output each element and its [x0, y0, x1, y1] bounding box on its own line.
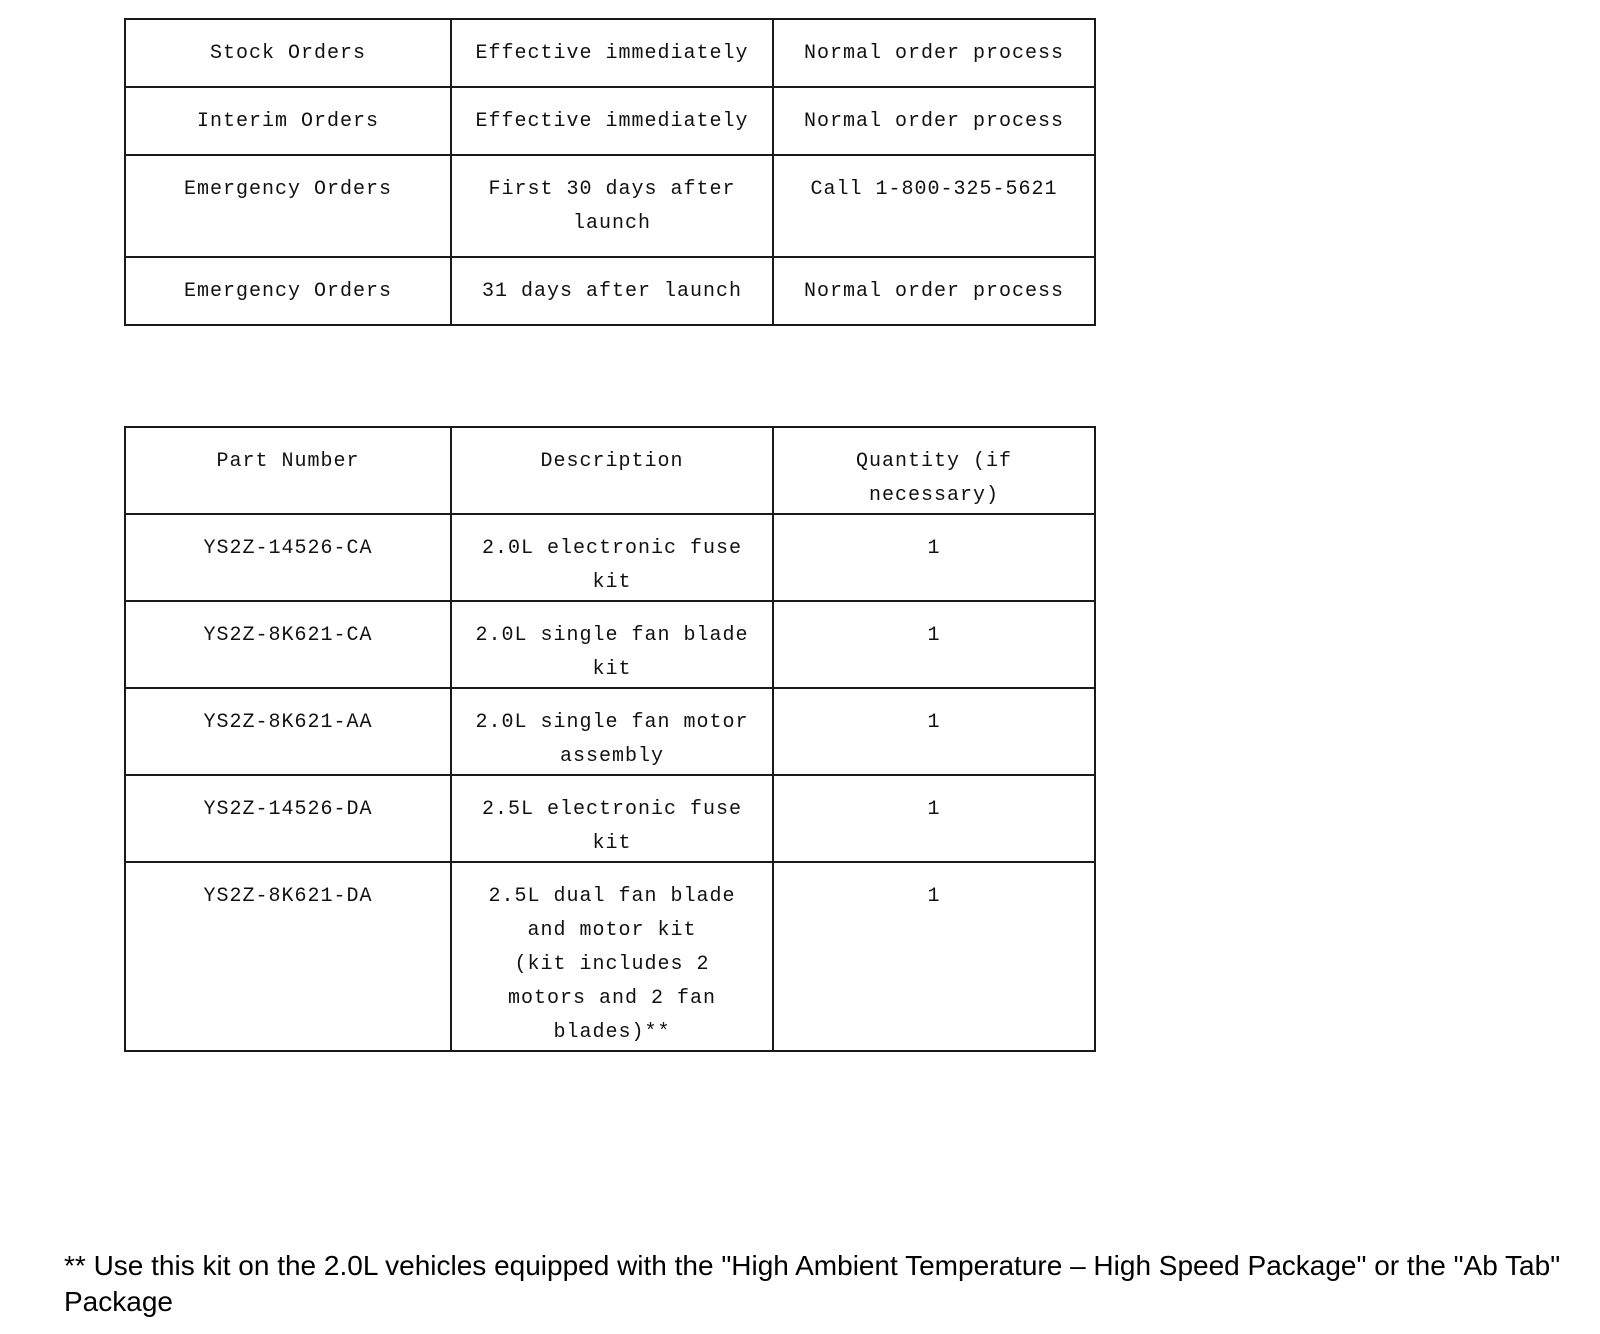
header-part-number: Part Number [125, 427, 451, 514]
order-type-cell: Emergency Orders [125, 257, 451, 325]
parts-table [124, 426, 1096, 1052]
table-row [125, 87, 1095, 155]
table-row [125, 155, 1095, 257]
quantity-cell: 1 [773, 775, 1095, 862]
table-row [125, 688, 1095, 775]
timing-cell: First 30 days after launch [451, 155, 773, 257]
description-cell: 2.0L single fan motor assembly [451, 688, 773, 775]
order-type-cell: Stock Orders [125, 19, 451, 87]
description-cell: 2.0L electronic fuse kit [451, 514, 773, 601]
description-cell: 2.5L electronic fuse kit [451, 775, 773, 862]
footnote: ** Use this kit on the 2.0L vehicles equipped with the "High Ambient Temperature – High Speed Package" or the "Ab Tab" Package [64, 1250, 1561, 1317]
process-cell: Call 1-800-325-5621 [773, 155, 1095, 257]
part-number-cell: YS2Z-14526-CA [125, 514, 451, 601]
timing-cell: 31 days after launch [451, 257, 773, 325]
order-type-cell: Emergency Orders [125, 155, 451, 257]
part-number-cell: YS2Z-14526-DA [125, 775, 451, 862]
part-number-cell: YS2Z-8K621-AA [125, 688, 451, 775]
process-cell: Normal order process [773, 19, 1095, 87]
table-row [125, 862, 1095, 1051]
part-number-cell: YS2Z-8K621-CA [125, 601, 451, 688]
description-cell: 2.5L dual fan blade and motor kit (kit includes 2 motors and 2 fan blades)** [451, 862, 773, 1051]
header-quantity: Quantity (if necessary) [773, 427, 1095, 514]
header-description: Description [451, 427, 773, 514]
quantity-cell: 1 [773, 862, 1095, 1051]
table-row [125, 19, 1095, 87]
order-timing-table [124, 18, 1096, 326]
timing-cell: Effective immediately [451, 87, 773, 155]
process-cell: Normal order process [773, 257, 1095, 325]
table-row [125, 601, 1095, 688]
table-row [125, 514, 1095, 601]
table-row [125, 257, 1095, 325]
order-type-cell: Interim Orders [125, 87, 451, 155]
process-cell: Normal order process [773, 87, 1095, 155]
quantity-cell: 1 [773, 688, 1095, 775]
table-row [125, 775, 1095, 862]
quantity-cell: 1 [773, 601, 1095, 688]
table-header-row [125, 427, 1095, 514]
part-number-cell: YS2Z-8K621-DA [125, 862, 451, 1051]
description-cell: 2.0L single fan blade kit [451, 601, 773, 688]
quantity-cell: 1 [773, 514, 1095, 601]
timing-cell: Effective immediately [451, 19, 773, 87]
